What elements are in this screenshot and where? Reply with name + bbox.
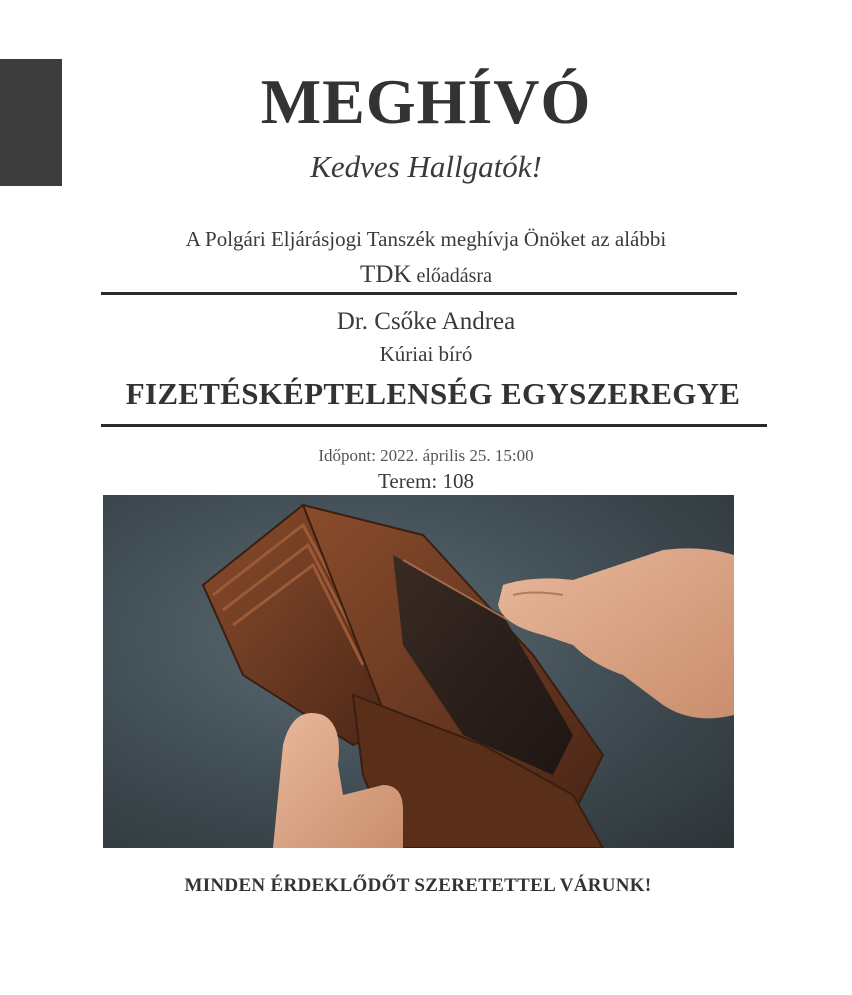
greeting: Kedves Hallgatók!	[310, 149, 542, 184]
bottom-divider	[101, 424, 767, 427]
speaker-name: Dr. Csőke Andrea	[336, 308, 516, 335]
event-time: Időpont: 2022. április 25. 15:00	[318, 446, 534, 465]
invitation-title: MEGHÍVÓ	[260, 66, 592, 137]
speaker-role: Kúriai bíró	[379, 342, 473, 366]
lecture-word: előadásra	[416, 265, 492, 287]
invitation-intro-second-line	[0, 258, 852, 293]
empty-wallet-photo	[103, 495, 734, 848]
closing-message: MINDEN ÉRDEKLŐDŐT SZERETETTEL VÁRUNK!	[184, 875, 652, 896]
lecture-title: FIZETÉSKÉPTELENSÉG EGYSZEREGYE	[125, 376, 741, 411]
event-room: Terem: 108	[378, 469, 474, 493]
wallet-illustration	[103, 495, 734, 848]
tdk-label: TDK	[360, 261, 412, 288]
invitation-intro: A Polgári Eljárásjogi Tanszék meghívja Önöket az alábbi	[185, 227, 667, 251]
top-divider	[101, 292, 737, 295]
